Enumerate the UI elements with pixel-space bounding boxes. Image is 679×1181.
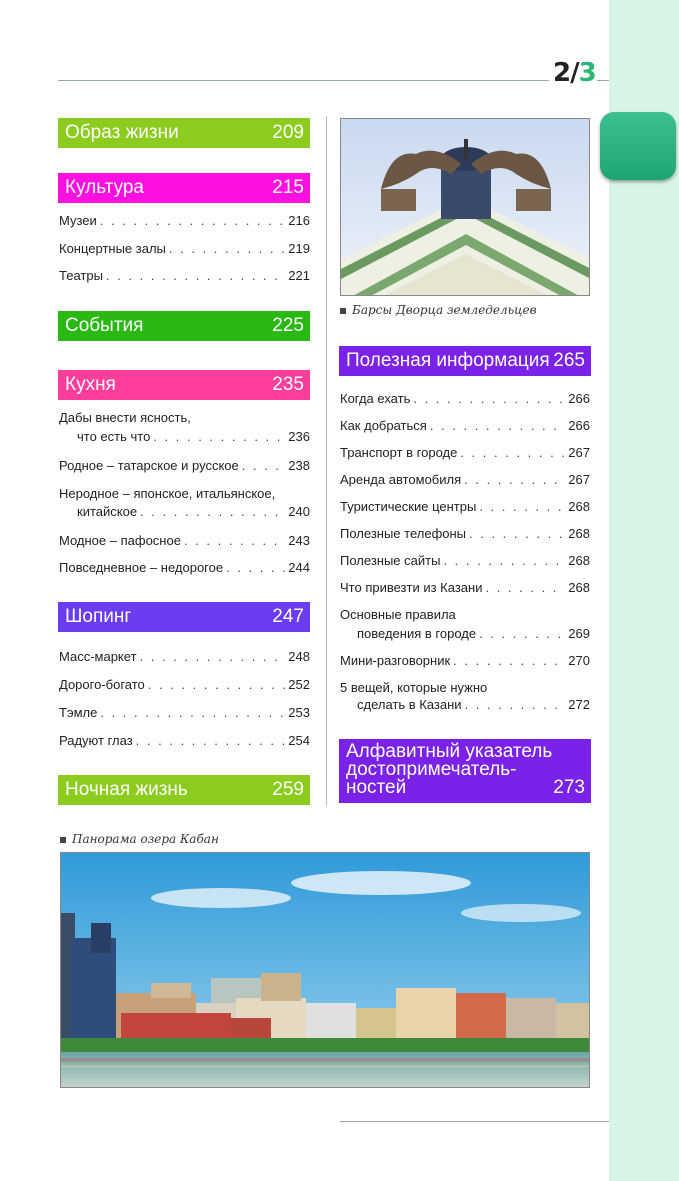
- section-title-line3: ностей: [346, 777, 407, 798]
- toc-entry[interactable]: сделать в Казани . . . 272: [357, 697, 590, 712]
- caption-text: Панорама озера Кабан: [72, 832, 219, 846]
- toc-entry[interactable]: Концертные залы . . . 219: [59, 241, 310, 256]
- toc-entry[interactable]: Масс-маркет . . . 248: [59, 649, 310, 664]
- toc-entry[interactable]: Аренда автомобиля . . . 267: [340, 472, 590, 487]
- photo-kaban-lake-panorama: [60, 852, 590, 1088]
- toc-entry-preline: Неродное – японское, итальянское,: [59, 486, 276, 501]
- toc-entry[interactable]: Мини-разговорник . . . 270: [340, 653, 590, 668]
- toc-entry-preline: Основные правила: [340, 607, 456, 622]
- toc-entry[interactable]: Радуют глаз . . . 254: [59, 733, 310, 748]
- section-title: Полезная информация: [346, 350, 550, 371]
- section-page: 273: [553, 777, 585, 798]
- toc-entry[interactable]: Дорого-богато . . . 252: [59, 677, 310, 692]
- toc-entry[interactable]: Туристические центры . . . 268: [340, 499, 590, 514]
- palace-photo-illustration: [341, 119, 590, 296]
- toc-entry[interactable]: Музеи . . . 216: [59, 213, 310, 228]
- toc-entry[interactable]: поведения в городе . . . 269: [357, 626, 590, 641]
- section-title: Образ жизни: [65, 122, 179, 143]
- section-title: Кухня: [65, 374, 116, 395]
- section-sobytiya[interactable]: [58, 311, 310, 341]
- header-rule-right: [597, 80, 609, 81]
- section-title: Шопинг: [65, 606, 132, 627]
- section-kukhnya[interactable]: [58, 370, 310, 400]
- section-page: 259: [272, 779, 304, 800]
- toc-entry[interactable]: Полезные телефоны . . . 268: [340, 526, 590, 541]
- toc-entry[interactable]: что есть что . . . 236: [77, 429, 310, 444]
- section-page: 235: [272, 374, 304, 395]
- footer-rule: [340, 1121, 609, 1122]
- toc-entry-preline: 5 вещей, которые нужно: [340, 680, 488, 695]
- toc-entry[interactable]: Что привезти из Казани . . . 268: [340, 580, 590, 595]
- section-page: 265: [553, 350, 585, 371]
- section-obraz-zhizni[interactable]: [58, 118, 310, 148]
- toc-entry[interactable]: Тэмле . . . 253: [59, 705, 310, 720]
- photo-caption: [340, 303, 537, 317]
- caption-square-icon: [60, 837, 66, 843]
- section-title-line2: достопримечатель-: [346, 759, 517, 780]
- section-page: 215: [272, 177, 304, 198]
- page-number: [553, 58, 596, 88]
- column-divider: [326, 116, 327, 806]
- section-alfavitnyi-ukazatel[interactable]: [339, 739, 591, 803]
- toc-entry[interactable]: Транспорт в городе . . . 267: [340, 445, 590, 460]
- section-page: 209: [272, 122, 304, 143]
- toc-entry[interactable]: китайское . . . 240: [77, 504, 310, 519]
- section-page: 247: [272, 606, 304, 627]
- page-total: 3: [578, 58, 596, 88]
- section-title: Культура: [65, 177, 144, 198]
- toc-entry[interactable]: Когда ехать . . . 266: [340, 391, 590, 406]
- photo-bars-palace: [340, 118, 590, 296]
- toc-entry[interactable]: Театры . . . 221: [59, 268, 310, 283]
- chapter-tab[interactable]: [600, 112, 676, 180]
- section-title-line1: Алфавитный указатель: [346, 741, 553, 762]
- bottom-photo-caption: [60, 832, 219, 846]
- toc-entry[interactable]: Как добраться . . . 266: [340, 418, 590, 433]
- section-kultura[interactable]: [58, 173, 310, 203]
- section-title: События: [65, 315, 144, 336]
- page-current: 2/: [553, 58, 579, 88]
- toc-entry[interactable]: Модное – пафосное . . . 243: [59, 533, 310, 548]
- header-rule: [58, 80, 549, 81]
- section-nochnaya-zhizn[interactable]: [58, 775, 310, 805]
- caption-square-icon: [340, 308, 346, 314]
- toc-entry[interactable]: Повседневное – недорогое . . . 244: [59, 560, 310, 575]
- panorama-photo-illustration: [61, 853, 590, 1088]
- toc-entry-preline: Дабы внести ясность,: [59, 410, 191, 425]
- toc-entry[interactable]: Родное – татарское и русское . . . 238: [59, 458, 310, 473]
- section-title: Ночная жизнь: [65, 779, 188, 800]
- section-page: 225: [272, 315, 304, 336]
- toc-entry[interactable]: Полезные сайты . . . 268: [340, 553, 590, 568]
- section-poleznaya-informatsiya[interactable]: [339, 346, 591, 376]
- caption-text: Барсы Дворца земледельцев: [352, 303, 537, 317]
- section-shoping[interactable]: [58, 602, 310, 632]
